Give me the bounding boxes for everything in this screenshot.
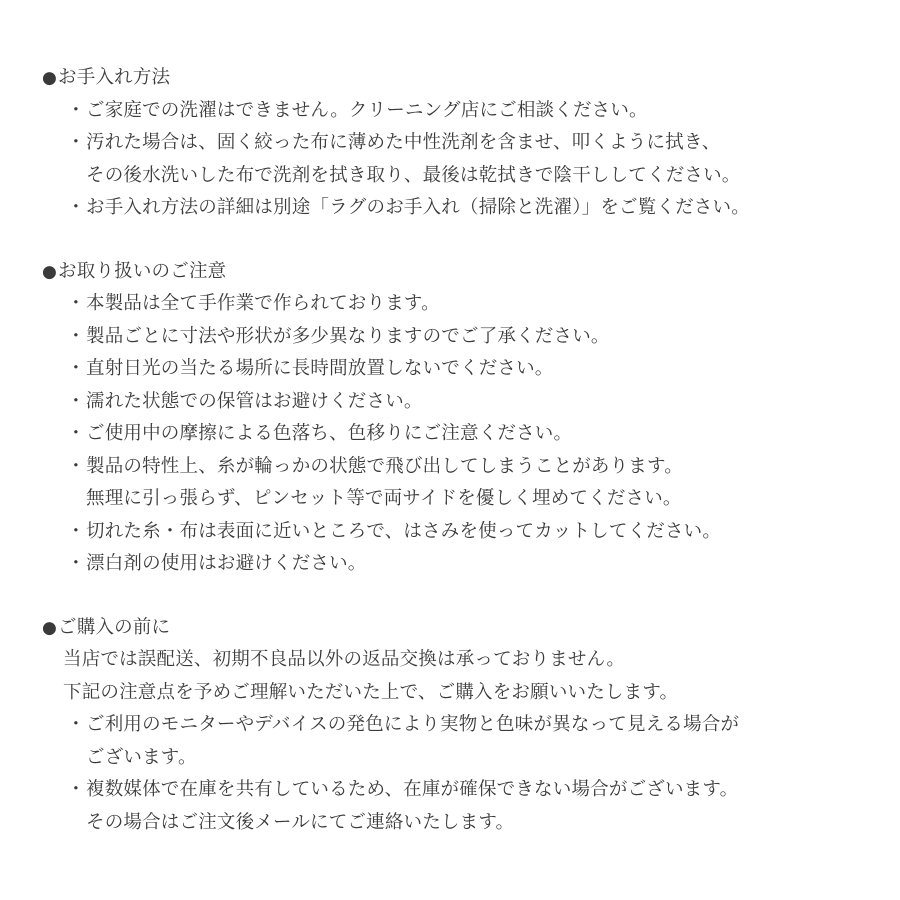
filled-circle-bullet-icon: ●	[42, 261, 58, 282]
middle-dot-marker-icon: ・	[66, 197, 86, 218]
section-heading-text: お手入れ方法	[58, 67, 171, 88]
list-item-text: ご利用のモニターやデバイスの発色により実物と色味が異なって見える場合が	[86, 714, 740, 735]
intro-text: 下記の注意点を予めご理解いただいた上で、ご購入をお願いいたします。	[63, 681, 679, 703]
list-item	[42, 321, 900, 354]
list-item-line	[42, 451, 900, 484]
list-item-continuation: その後水洗いした布で洗剤を拭き取り、最後は乾拭きで陰干ししてください。	[86, 164, 741, 186]
list-item-line	[42, 321, 900, 354]
middle-dot-marker-icon: ・	[66, 779, 86, 800]
list-item-text: ご家庭での洗濯はできません。クリーニング店にご相談ください。	[86, 99, 648, 121]
section-care	[42, 62, 900, 225]
list-item	[42, 516, 900, 549]
list-item-line	[42, 127, 900, 160]
middle-dot-marker-icon: ・	[66, 423, 86, 444]
list-item-text: お手入れ方法の詳細は別途「ラグのお手入れ（掃除と洗濯）」をご覧ください。	[86, 197, 750, 218]
section-handling	[42, 256, 900, 581]
list-item	[42, 353, 900, 386]
list-item	[42, 127, 900, 192]
middle-dot-marker-icon: ・	[66, 325, 86, 347]
list-item-line	[42, 516, 900, 549]
list-item-line	[42, 709, 900, 742]
list-item	[42, 418, 900, 451]
list-item-text: 漂白剤の使用はお避けください。	[86, 553, 367, 574]
middle-dot-marker-icon: ・	[66, 455, 86, 477]
filled-circle-bullet-icon: ●	[42, 68, 58, 88]
filled-circle-bullet-icon: ●	[42, 617, 58, 638]
list-item-text: 本製品は全て手作業で作られております。	[86, 293, 440, 314]
section-heading	[42, 612, 900, 645]
list-item	[42, 548, 900, 581]
list-item-text: 製品ごとに寸法や形状が多少異なりますのでご了承ください。	[86, 325, 610, 347]
list-item-continuation: ございます。	[86, 746, 197, 768]
list-item	[42, 451, 900, 516]
list-item	[42, 709, 900, 774]
list-item	[42, 95, 900, 128]
list-item-text: 汚れた場合は、固く絞った布に薄めた中性洗剤を含ませ、叩くように拭き、	[86, 132, 721, 153]
list-item-text: 直射日光の当たる場所に長時間放置しないでください。	[86, 358, 554, 379]
section-before-purchase	[42, 612, 900, 840]
middle-dot-marker-icon: ・	[66, 293, 86, 314]
middle-dot-marker-icon: ・	[66, 714, 86, 735]
middle-dot-marker-icon: ・	[66, 390, 86, 412]
list-item	[42, 386, 900, 419]
list-item-text: 切れた糸・布は表面に近いところで、はさみを使ってカットしてください。	[86, 520, 722, 542]
list-item-continuation: その場合はご注文後メールにてご連絡いたします。	[86, 811, 515, 833]
intro-text: 当店では誤配送、初期不良品以外の返品交換は承っておりません。	[63, 649, 626, 670]
list-item-line	[42, 353, 900, 386]
list-item-text: ご使用中の摩擦による色落ち、色移りにご注意ください。	[86, 423, 573, 444]
list-item-continuation: 無理に引っ張らず、ピンセット等で両サイドを優しく埋めてください。	[86, 488, 682, 509]
list-item-line	[42, 774, 900, 807]
middle-dot-marker-icon: ・	[66, 553, 86, 574]
list-item-text: 製品の特性上、糸が輪っかの状態で飛び出してしまうことがあります。	[86, 455, 683, 477]
section-heading-text: お取り扱いのご注意	[58, 260, 227, 282]
list-item-line	[42, 192, 900, 225]
list-item	[42, 288, 900, 321]
list-item-line	[42, 548, 900, 581]
section-heading	[42, 62, 900, 95]
section-heading-text: ご購入の前に	[58, 616, 171, 638]
list-item-line	[42, 386, 900, 419]
middle-dot-marker-icon: ・	[66, 358, 86, 379]
middle-dot-marker-icon: ・	[66, 99, 86, 121]
list-item-line	[42, 95, 900, 128]
list-item-line	[42, 288, 900, 321]
section-heading	[42, 256, 900, 289]
middle-dot-marker-icon: ・	[66, 520, 86, 542]
list-item-line	[42, 418, 900, 451]
list-item-text: 濡れた状態での保管はお避けください。	[86, 390, 423, 412]
list-item-text: 複数媒体で在庫を共有しているため、在庫が確保できない場合がございます。	[86, 779, 739, 800]
list-item	[42, 192, 900, 225]
list-item	[42, 774, 900, 839]
middle-dot-marker-icon: ・	[66, 132, 86, 153]
